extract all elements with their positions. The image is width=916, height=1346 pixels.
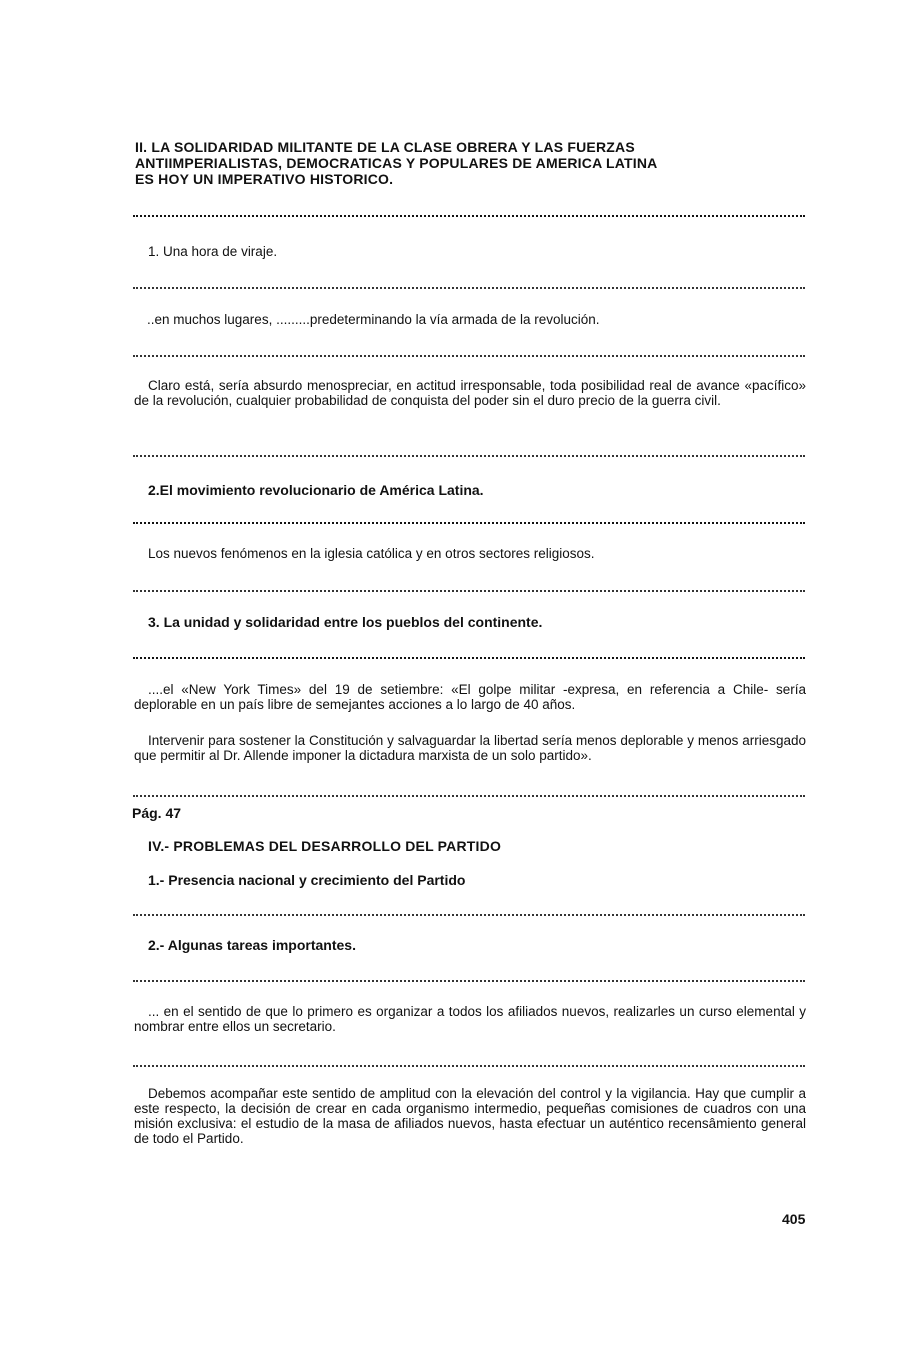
dotted-separator (133, 355, 805, 357)
dotted-separator (133, 1065, 805, 1067)
paragraph: Los nuevos fenómenos en la iglesia católica y en otros sectores religiosos. (148, 546, 595, 561)
paragraph: Debemos acompañar este sentido de amplitud con la elevación del control y la vigilancia. Hay que cumplir a este respecto, la decisión de crear en cada organismo intermedio, pequeñas comisiones de cuadros con una misión exclusiva: el estudio de la masa de afiliados nuevos, hasta efectuar un auténtico recensâmiento general de todo el Partido. (134, 1086, 806, 1146)
dotted-separator (133, 914, 805, 916)
section-heading-iv: IV.- PROBLEMAS DEL DESARROLLO DEL PARTIDO (148, 838, 502, 854)
dotted-separator (133, 287, 805, 289)
page-number: 405 (782, 1211, 806, 1227)
section-heading-line-3: ES HOY UN IMPERATIVO HISTORICO. (135, 171, 394, 187)
dotted-separator (133, 590, 805, 592)
subsection-iv-2-title: 2.- Algunas tareas importantes. (148, 937, 356, 953)
subsection-3-title: 3. La unidad y solidaridad entre los pueblos del continente. (148, 614, 543, 630)
dotted-separator (133, 215, 805, 217)
subsection-iv-1-title: 1.- Presencia nacional y crecimiento del Partido (148, 872, 466, 888)
section-heading-line-2: ANTIIMPERIALISTAS, DEMOCRATICAS Y POPULARES DE AMERICA LATINA (135, 155, 658, 171)
paragraph: ....el «New York Times» del 19 de setiembre: «El golpe militar -expresa, en referencia a Chile- sería deplorable en un país libre de semejantes acciones a lo largo de 40 años. (134, 682, 806, 712)
dotted-separator (133, 980, 805, 982)
subsection-2-title: 2.El movimiento revolucionario de América Latina. (148, 482, 484, 498)
section-heading-ii (135, 139, 807, 187)
paragraph: ..en muchos lugares, .........predeterminando la vía armada de la revolución. (147, 312, 600, 327)
paragraph: Claro está, sería absurdo menospreciar, en actitud irresponsable, toda posibilidad real de avance «pacífico» de la revolución, cualquier probabilidad de conquista del poder sin el duro precio de la guerra civil. (134, 378, 806, 408)
dotted-separator (133, 795, 805, 797)
paragraph: Intervenir para sostener la Constitución y salvaguardar la libertad sería menos deplorable y menos arriesgado que permitir al Dr. Allende imponer la dictadura marxista de un solo partido». (134, 733, 806, 763)
page-reference: Pág. 47 (132, 805, 182, 821)
paragraph: ... en el sentido de que lo primero es organizar a todos los afiliados nuevos, realizarles un curso elemental y nombrar entre ellos un secretario. (134, 1004, 806, 1034)
section-heading-line-1: II. LA SOLIDARIDAD MILITANTE DE LA CLASE OBRERA Y LAS FUERZAS (135, 139, 635, 155)
dotted-separator (133, 455, 805, 457)
dotted-separator (133, 657, 805, 659)
dotted-separator (133, 522, 805, 524)
subsection-1-title: 1. Una hora de viraje. (148, 244, 278, 259)
